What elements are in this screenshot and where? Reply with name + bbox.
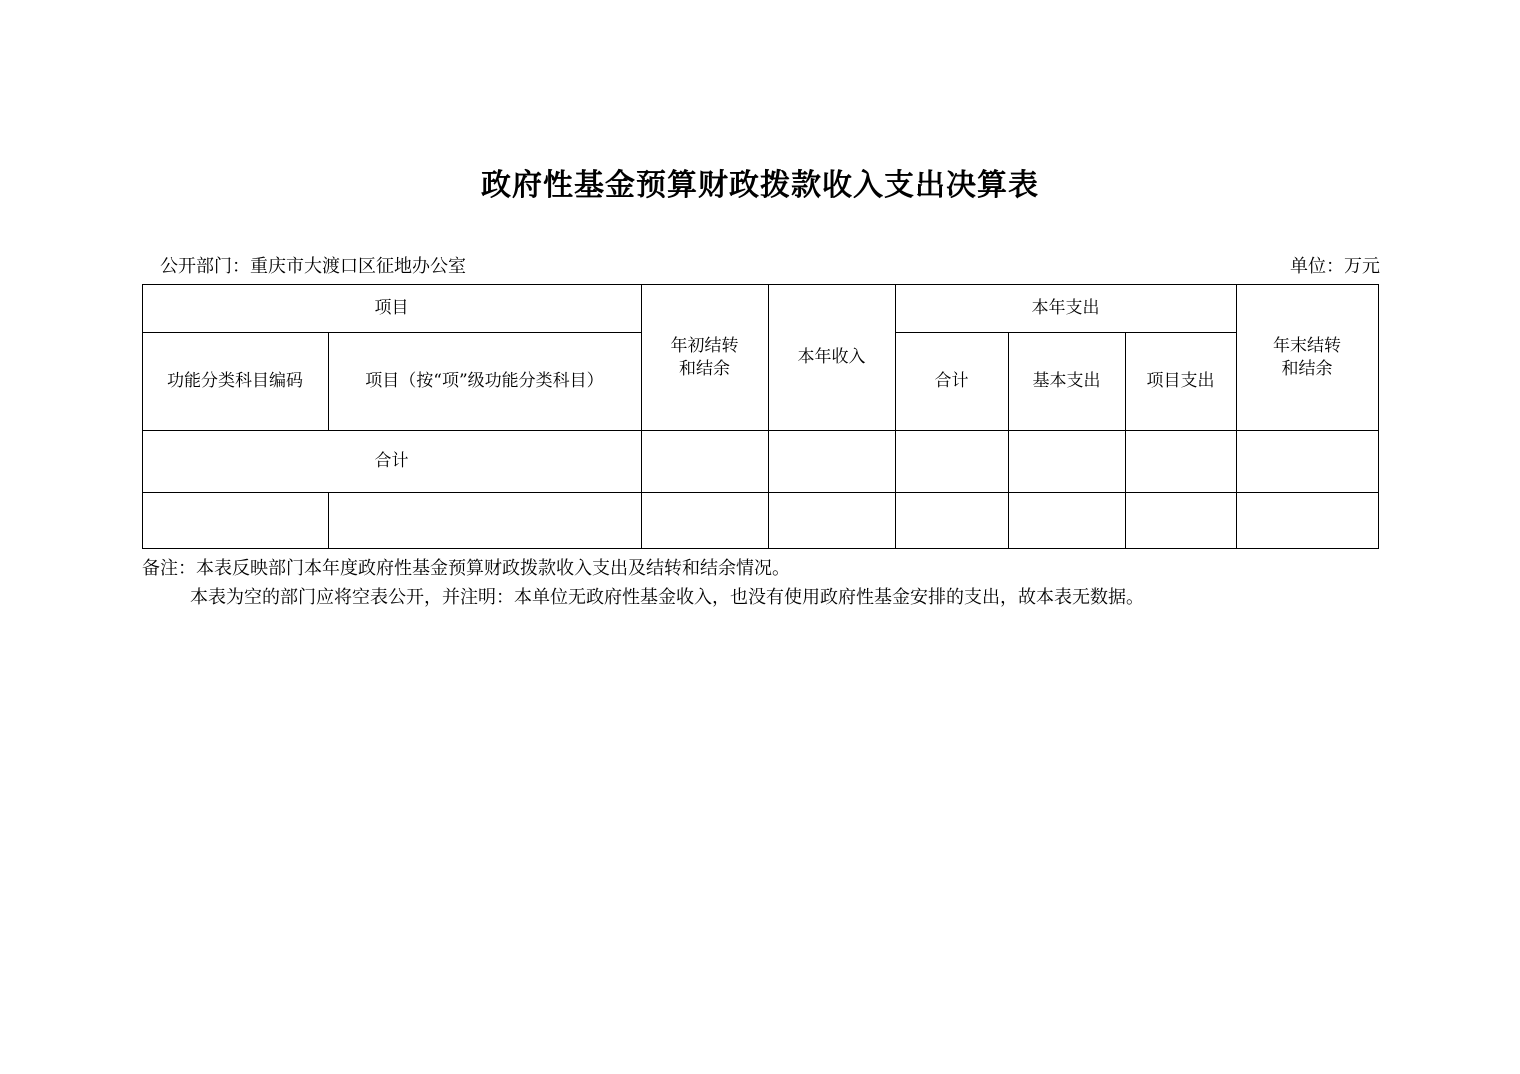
note-line-2: 本表为空的部门应将空表公开，并注明：本单位无政府性基金收入，也没有使用政府性基金安排的支出，故本表无数据。: [190, 586, 1144, 608]
row-total-project-expend: [1125, 431, 1236, 493]
header-end-balance-line2: 和结余: [1281, 358, 1333, 379]
meta-row: [140, 252, 1380, 276]
row-blank-begin-balance: [641, 493, 768, 549]
header-item-group: 项目: [142, 285, 641, 333]
header-expend-group: 本年支出: [895, 285, 1236, 333]
header-project: 项目（按“项”级功能分类科目）: [328, 333, 641, 431]
header-basic-expend: 基本支出: [1008, 333, 1125, 431]
row-blank-income: [768, 493, 895, 549]
notes-block: [140, 555, 1380, 613]
row-total-begin-balance: [641, 431, 768, 493]
row-total-end-balance: [1236, 431, 1378, 493]
row-total-basic-expend: [1008, 431, 1125, 493]
header-expend-total: 合计: [895, 333, 1008, 431]
row-blank-expend-total: [895, 493, 1008, 549]
table-row: [142, 431, 1378, 493]
row-total-expend-total: [895, 431, 1008, 493]
department-label: 公开部门：重庆市大渡口区征地办公室: [160, 256, 466, 277]
row-blank-end-balance: [1236, 493, 1378, 549]
row-total-income: [768, 431, 895, 493]
unit-label: 单位：万元: [1290, 256, 1380, 277]
note-line-1: 备注：本表反映部门本年度政府性基金预算财政拨款收入支出及结转和结余情况。: [142, 558, 790, 579]
row-blank-code: [142, 493, 328, 549]
row-total-label: 合计: [142, 431, 641, 493]
budget-table: [142, 284, 1379, 549]
header-begin-balance-line1: 年初结转: [670, 335, 739, 356]
header-begin-balance-line2: 和结余: [679, 358, 730, 379]
header-end-balance-line1: 年末结转: [1273, 335, 1341, 356]
header-code: 功能分类科目编码: [142, 333, 328, 431]
page-title: 政府性基金预算财政拨款收入支出决算表: [481, 168, 1039, 203]
header-income: 本年收入: [768, 285, 895, 431]
row-blank-project-expend: [1125, 493, 1236, 549]
header-end-balance: [1236, 285, 1378, 431]
header-project-expend: 项目支出: [1125, 333, 1236, 431]
header-begin-balance: [641, 285, 768, 431]
table-row: [142, 493, 1378, 549]
row-blank-project: [328, 493, 641, 549]
row-blank-basic-expend: [1008, 493, 1125, 549]
table-header-row-1: [142, 285, 1378, 333]
